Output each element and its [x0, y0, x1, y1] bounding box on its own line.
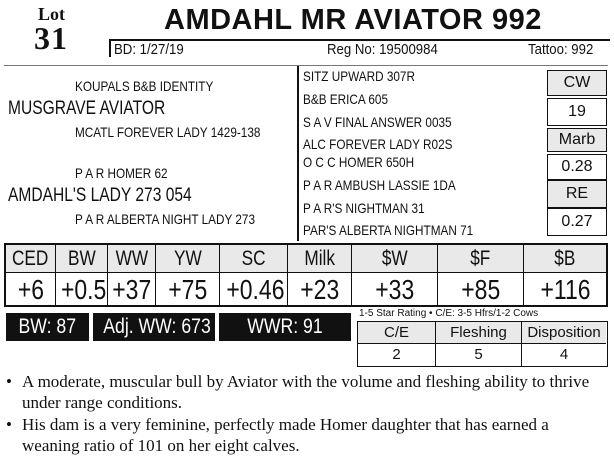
birth-weight-box: BW: 87 [6, 313, 89, 341]
epd-table [4, 243, 608, 307]
epd-header-b-index: $B [524, 245, 606, 273]
epd-value-bw: +0.5 [56, 273, 108, 307]
weaning-ratio-box: WWR: 91 [219, 313, 351, 341]
bullet-icon: • [6, 372, 12, 391]
sire: MUSGRAVE AVIATOR [8, 98, 166, 119]
tattoo-number: Tattoo: 992 [528, 41, 594, 58]
title-divider [109, 39, 111, 57]
epd-value-w-index: +33 [352, 273, 438, 307]
epd-value-milk: +23 [288, 273, 352, 307]
dam-sire: P A R HOMER 62 [75, 165, 168, 181]
rating-value-fleshing: 5 [436, 344, 522, 366]
cw-value: 19 [547, 98, 607, 126]
rating-header-fleshing: Fleshing [436, 322, 522, 344]
epd-value-ww: +37 [108, 273, 156, 307]
epd-header-sc: SC [220, 245, 288, 273]
marb-value: 0.28 [547, 154, 607, 180]
third-gen-3: S A V FINAL ANSWER 0035 [303, 114, 452, 130]
adj-weaning-weight-box: Adj. WW: 673 [93, 313, 215, 341]
epd-value-ced: +6 [6, 273, 56, 307]
epd-value-f-index: +85 [438, 273, 524, 307]
epd-header-ced: CED [6, 245, 56, 273]
epd-header-f-index: $F [438, 245, 524, 273]
rating-header-disposition: Disposition [522, 322, 606, 344]
star-rating-note: 1-5 Star Rating • C/E: 3-5 Hfrs/1-2 Cows [359, 308, 539, 319]
rating-table [357, 321, 608, 367]
cw-label: CW [547, 70, 607, 96]
epd-value-sc: +0.46 [220, 273, 288, 307]
third-gen-7: P A R'S NIGHTMAN 31 [303, 200, 425, 216]
sire-dam: MCATL FOREVER LADY 1429-138 [75, 124, 261, 140]
dam-dam: P A R ALBERTA NIGHT LADY 273 [75, 211, 255, 227]
epd-value-yw: +75 [156, 273, 220, 307]
third-gen-6: P A R AMBUSH LASSIE 1DA [303, 177, 456, 193]
animal-name-title: AMDAHL MR AVIATOR 992 [164, 4, 542, 36]
pedigree-top-rule [4, 65, 608, 66]
pedigree-divider [297, 66, 299, 241]
lot-label: Lot [38, 4, 65, 24]
dam: AMDAHL'S LADY 273 054 [8, 185, 192, 206]
epd-value-b-index: +116 [539, 274, 591, 305]
re-label: RE [547, 180, 607, 208]
third-gen-5: O C C HOMER 650H [303, 154, 415, 170]
description-paragraph-2 [6, 414, 608, 456]
third-gen-1: SITZ UPWARD 307R [303, 68, 415, 84]
third-gen-8: PAR'S ALBERTA NIGHTMAN 71 [303, 222, 474, 238]
epd-header-w-index: $W [352, 245, 438, 273]
epd-header-yw: YW [156, 245, 220, 273]
birth-date: BD: 1/27/19 [114, 41, 184, 58]
epd-header-bw: BW [56, 245, 108, 273]
rating-header-ce: C/E [358, 322, 436, 344]
bullet-icon: • [6, 415, 12, 434]
rating-value-disposition: 4 [559, 346, 569, 363]
sire-sire: KOUPALS B&B IDENTITY [75, 78, 214, 94]
third-gen-4: ALC FOREVER LADY R02S [303, 136, 453, 152]
epd-header-milk: Milk [288, 245, 352, 273]
epd-header-ww: WW [108, 245, 156, 273]
re-value: 0.27 [547, 208, 607, 236]
lot-number: 31 [34, 20, 68, 56]
marb-label: Marb [547, 128, 607, 152]
description-text-2: His dam is a very feminine, perfectly made Homer daughter that has earned a weaning ratio of 101 on her eight calves. [22, 415, 549, 455]
third-gen-2: B&B ERICA 605 [303, 91, 388, 107]
description-paragraph-1 [6, 371, 608, 413]
rating-value-ce: 2 [358, 344, 436, 366]
registration-number: Reg No: 19500984 [327, 41, 438, 58]
description-text-1: A moderate, muscular bull by Aviator with the volume and fleshing ability to thrive under range conditions. [22, 372, 590, 412]
